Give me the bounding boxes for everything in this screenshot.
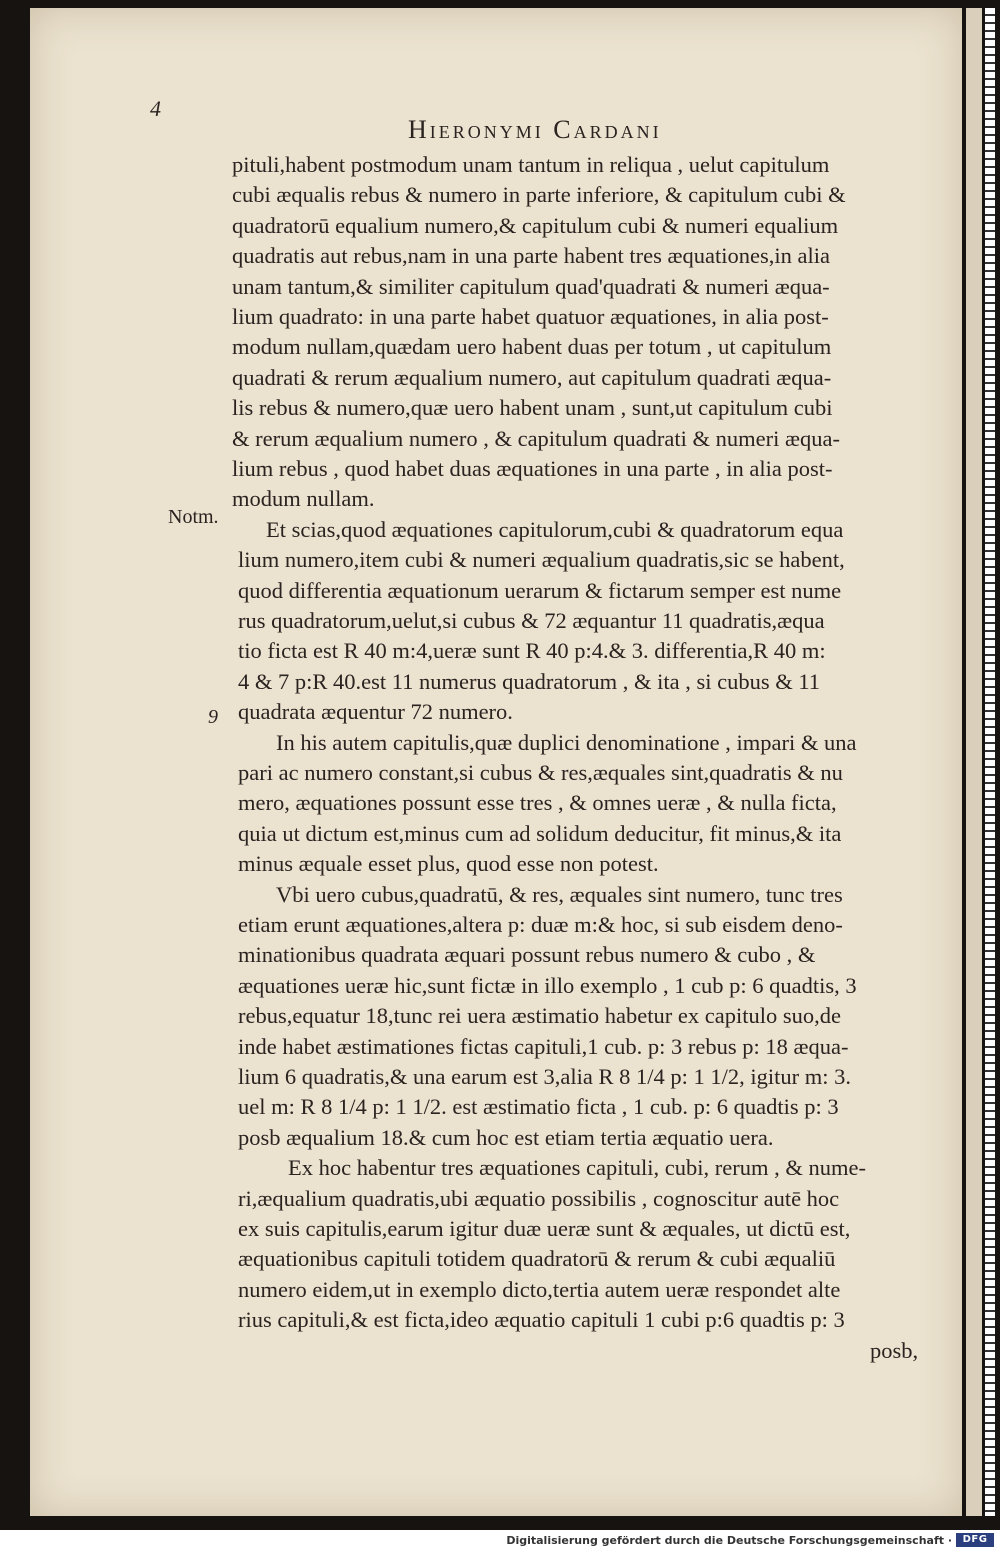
text-line: Et scias,quod æquationes capitulorum,cubi & quadratorum equa <box>266 516 844 542</box>
text-line: Ex hoc habentur tres æquationes capituli, cubi, rerum , & nume- <box>288 1155 866 1181</box>
text-line: mero, æquationes possunt esse tres , & omnes ueræ , & nulla ficta, <box>238 790 837 816</box>
text-line: minationibus quadrata æquari possunt rebus numero & cubo , & <box>238 942 816 968</box>
text-line: lium numero,item cubi & numeri æqualium quadratis,sic se habent, <box>238 547 845 573</box>
text-line: æquationes ueræ hic,sunt fictæ in illo exemplo , 1 cub p: 6 quadtis, 3 <box>238 972 857 998</box>
text-line: ex suis capitulis,earum igitur duæ ueræ sunt & æquales, ut dictū est, <box>238 1216 851 1241</box>
text-line: quia ut dictum est,minus cum ad solidum deducitur, fit minus,& ita <box>238 820 842 846</box>
text-line: etiam erunt æquationes,altera p: duæ m:& hoc, si sub eisdem deno- <box>238 912 843 937</box>
text-line: rebus,equatur 18,tunc rei uera æstimatio habetur ex capitulo suo,de <box>238 1003 841 1029</box>
margin-note: Notm. <box>168 506 219 528</box>
text-line: rus quadratorum,uelut,si cubus & 72 æquantur 11 quadratis,æqua <box>238 608 825 633</box>
text-line: lium 6 quadratis,& una earum est 3,alia R 8 1/4 p: 1 1/2, igitur m: 3. <box>238 1064 852 1089</box>
text-line: In his autem capitulis,quæ duplici denominatione , impari & una <box>276 729 857 755</box>
folio-number: 4 <box>150 96 161 121</box>
text-line: lium rebus , quod habet duas æquationes in una parte , in alia post- <box>232 456 833 481</box>
text-line: numero eidem,ut in exemplo dicto,tertia autem ueræ respondet alte <box>238 1276 841 1302</box>
text-line: æquationibus capituli totidem quadratorū & rerum & cubi æqualiū <box>238 1246 836 1272</box>
text-line: Vbi uero cubus,quadratū, & res, æquales sint numero, tunc tres <box>276 881 843 907</box>
text-line: modum nullam. <box>232 486 375 512</box>
text-line: lium quadrato: in una parte habet quatuor æquationes, in alia post- <box>232 304 829 329</box>
running-head: Hieronymi Cardani <box>408 115 662 144</box>
text-line: minus æquale esset plus, quod esse non potest. <box>238 851 659 877</box>
text-line: quadrata æquentur 72 numero. <box>238 699 513 725</box>
text-line: cubi æqualis rebus & numero in parte inferiore, & capitulum cubi & <box>232 182 846 208</box>
text-line: posb æqualium 18.& cum hoc est etiam tertia æquatio uera. <box>238 1124 774 1150</box>
text-line: modum nullam,quædam uero habent duas per totum , ut capitulum <box>232 334 832 360</box>
text-line: lis rebus & numero,quæ uero habent unam , sunt,ut capitulum cubi <box>232 395 833 421</box>
text-line: pari ac numero constant,si cubus & res,æquales sint,quadratis & nu <box>238 760 843 785</box>
margin-number: 9 <box>208 706 218 728</box>
text-line: quod differentia æquationum uerarum & fictarum semper est nume <box>238 577 842 603</box>
text-line: uel m: R 8 1/4 p: 1 1/2. est æstimatio ficta , 1 cub. p: 6 quadtis p: 3 <box>238 1094 839 1120</box>
text-line: ri,æqualium quadratis,ubi æquatio possibilis , cognoscitur autē hoc <box>238 1185 840 1211</box>
text-line: quadrati & rerum æqualium numero, aut capitulum quadrati æqua- <box>232 364 832 390</box>
page-edge <box>966 8 982 1516</box>
text-line: 4 & 7 p:R 40.est 11 numerus quadratorum , & ita , si cubus & 11 <box>238 668 821 694</box>
footer <box>0 1530 1000 1552</box>
text-line: unam tantum,& similiter capitulum quad'quadrati & numeri æqua- <box>232 273 830 299</box>
text-line: pituli,habent postmodum unam tantum in reliqua , uelut capitulum <box>232 152 830 177</box>
text-line: posb, <box>870 1337 919 1363</box>
color-scale-ruler <box>985 8 995 1516</box>
text-line: & rerum æqualium numero , & capitulum quadrati & numeri æqua- <box>232 425 840 451</box>
text-line: quadratis aut rebus,nam in una parte habent tres æquationes,in alia <box>232 243 830 269</box>
text-line: tio ficta est R 40 m:4,ueræ sunt R 40 p:4.& 3. differentia,R 40 m: <box>238 638 826 664</box>
text-line: inde habet æstimationes fictas capituli,1 cub. p: 3 rebus p: 18 æqua- <box>238 1033 849 1059</box>
dfg-logo: DFG <box>956 1533 994 1547</box>
footer-credit: Digitalisierung gefördert durch die Deutsche Forschungsgemeinschaft · <box>506 1534 952 1547</box>
text-line: rius capituli,& est ficta,ideo æquatio capituli 1 cubi p:6 quadtis p: 3 <box>238 1307 845 1333</box>
text-line: quadratorū equalium numero,& capitulum cubi & numeri equalium <box>232 212 839 238</box>
